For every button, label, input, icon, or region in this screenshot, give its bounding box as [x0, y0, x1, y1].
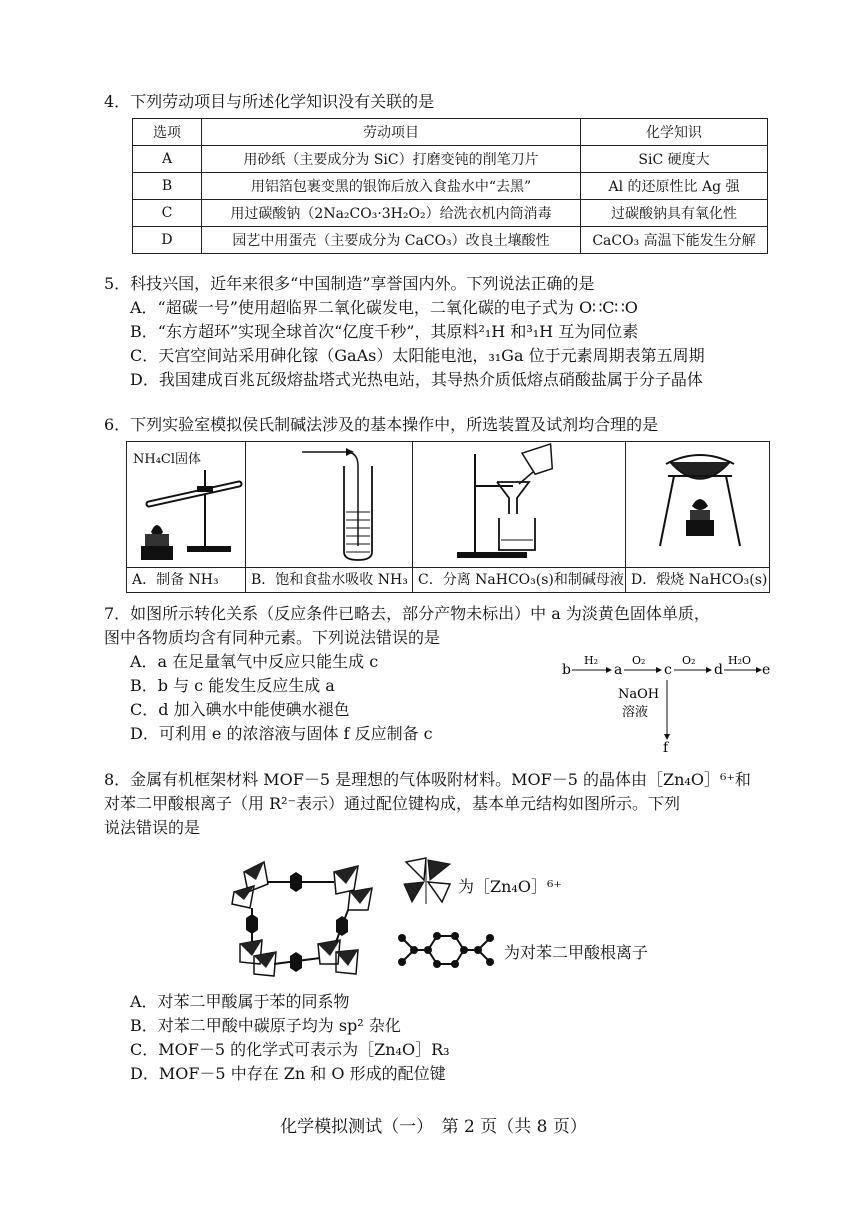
option-d: D．可利用 e 的浓溶液与固体 f 反应制备 c	[130, 724, 433, 743]
arrow-label-naoh: NaOH	[618, 687, 660, 702]
arrow-label-o2: O₂	[632, 654, 646, 667]
table-row	[133, 200, 768, 227]
table-cell: D	[133, 227, 202, 254]
table-cell: SiC 硬度大	[581, 146, 768, 173]
nh4cl-label: NH₄Cl固体	[133, 452, 202, 467]
caption-a: A．制备 NH₃	[127, 567, 245, 592]
mof5-framework-figure	[224, 852, 384, 980]
table-cell: 用砂纸（主要成分为 SiC）打磨变钝的削笔刀片	[202, 146, 581, 173]
question-6-stem: 6．下列实验室模拟侯氏制碱法涉及的基本操作中，所选装置及试剂均合理的是	[104, 415, 659, 434]
caption-d: D．煅烧 NaHCO₃(s)	[626, 567, 770, 592]
option-c: C．MOF－5 的化学式可表示为［Zn₄O］R₃	[130, 1040, 450, 1059]
legend-terephthalate: 为对苯二甲酸根离子	[504, 943, 649, 962]
terephthalate-ion-icon	[396, 930, 496, 970]
option-b: B．“东方超环”实现全球首次“亿度千秒”，其原料²₁H 和³₁H 互为同位素	[130, 322, 639, 341]
option-a: A．对苯二甲酸属于苯的同系物	[130, 992, 350, 1011]
caption-c: C．分离 NaHCO₃(s)和制碱母液	[413, 567, 625, 592]
node-f: f	[663, 740, 669, 756]
node-a: a	[614, 662, 623, 678]
caption-b: B．饱和食盐水吸收 NH₃	[246, 567, 412, 592]
table-cell: CaCO₃ 高温下能发生分解	[581, 227, 768, 254]
option-a: A．“超碳一号”使用超临界二氧化碳发电，二氧化碳的电子式为 O∷C∷O	[130, 298, 638, 317]
test-tube-icon	[246, 442, 412, 568]
q7-conversion-diagram	[560, 652, 771, 756]
table-row	[133, 227, 768, 254]
table-cell: A	[133, 146, 202, 173]
question-7-stem-line1: 7．如图所示转化关系（反应条件已略去，部分产物未标出）中 a 为淡黄色固体单质，	[104, 604, 710, 623]
question-5-stem: 5．科技兴国，近年来很多“中国制造”享誉国内外。下列说法正确的是	[104, 274, 595, 293]
apparatus-d	[626, 442, 770, 592]
q6-apparatus-table	[126, 441, 770, 593]
question-5	[104, 272, 772, 392]
header-knowledge: 化学知识	[581, 119, 768, 146]
table-cell: 园艺中用蛋壳（主要成分为 CaCO₃）改良土壤酸性	[202, 227, 581, 254]
option-d: D．MOF－5 中存在 Zn 和 O 形成的配位键	[130, 1064, 446, 1083]
arrow-label-solution: 溶液	[622, 705, 649, 720]
question-4-stem: 4．下列劳动项目与所述化学知识没有关联的是	[104, 92, 435, 111]
table-header-row	[133, 119, 768, 146]
table-row	[133, 173, 768, 200]
question-8-stem-line3: 说法错误的是	[104, 818, 201, 837]
page-footer: 化学模拟测试（一） 第 2 页（共 8 页）	[280, 1117, 587, 1137]
option-c: C．d 加入碘水中能使碘水褪色	[130, 700, 350, 719]
apparatus-b	[246, 442, 413, 592]
option-a: A．a 在足量氧气中反应只能生成 c	[130, 652, 379, 671]
question-8-stem-line2: 对苯二甲酸根离子（用 R²⁻表示）通过配位键构成，基本单元结构如图所示。下列	[104, 794, 680, 813]
header-option: 选项	[133, 119, 202, 146]
table-cell: 用过碳酸钠（2Na₂CO₃·3H₂O₂）给洗衣机内筒消毒	[202, 200, 581, 227]
zn4o-cluster-icon	[402, 858, 452, 904]
reaction-arrows	[560, 652, 771, 756]
question-8-options	[104, 990, 772, 1086]
q4-table	[132, 118, 768, 254]
question-7-stem-line2: 图中各物质均含有同种元素。下列说法错误的是	[104, 628, 441, 647]
table-row	[133, 146, 768, 173]
header-task: 劳动项目	[202, 119, 581, 146]
question-4	[104, 90, 772, 114]
table-cell: 用铝箔包裹变黑的银饰后放入食盐水中“去黑”	[202, 173, 581, 200]
question-6	[104, 413, 772, 437]
crucible-icon	[626, 442, 770, 568]
apparatus-c	[413, 442, 626, 592]
arrow-label-h2: H₂	[584, 654, 599, 667]
table-cell: 过碳酸钠具有氧化性	[581, 200, 768, 227]
question-8-stem-line1: 8．金属有机框架材料 MOF－5 是理想的气体吸附材料。MOF－5 的晶体由［Zn₄O］⁶⁺和	[104, 770, 751, 789]
table-cell: B	[133, 173, 202, 200]
option-b: B．b 与 c 能发生反应生成 a	[130, 676, 335, 695]
node-b: b	[562, 662, 571, 678]
node-d: d	[714, 662, 723, 678]
arrow-label-o2-second: O₂	[682, 654, 696, 667]
filtration-icon	[413, 442, 625, 568]
table-cell: C	[133, 200, 202, 227]
option-c: C．天宫空间站采用砷化镓（GaAs）太阳能电池，₃₁Ga 位于元素周期表第五周期	[130, 346, 705, 365]
arrow-label-h2o: H₂O	[728, 654, 752, 667]
legend-zn4o: 为［Zn₄O］⁶⁺	[458, 877, 562, 896]
apparatus-a	[127, 442, 246, 592]
table-cell: Al 的还原性比 Ag 强	[581, 173, 768, 200]
question-8	[104, 768, 772, 840]
option-b: B．对苯二甲酸中碳原子均为 sp² 杂化	[130, 1016, 401, 1035]
option-d: D．我国建成百兆瓦级熔盐塔式光热电站，其导热介质低熔点硝酸盐属于分子晶体	[130, 370, 703, 389]
node-e: e	[762, 662, 771, 678]
node-c: c	[664, 662, 672, 678]
